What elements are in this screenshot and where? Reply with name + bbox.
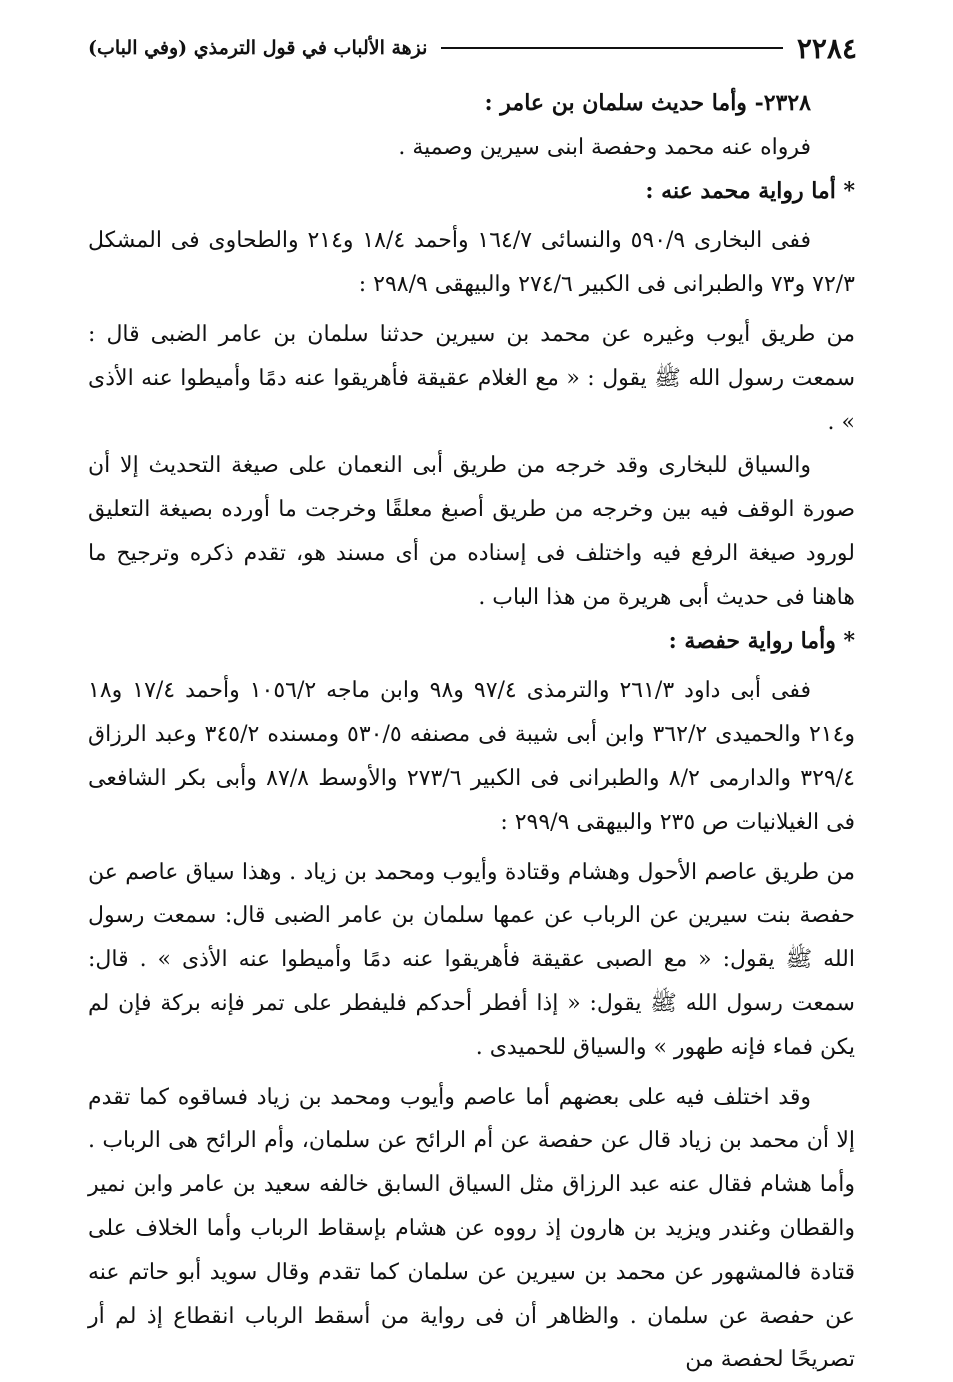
section-heading: * أما رواية محمد عنه : bbox=[645, 177, 855, 204]
paragraph: والسياق للبخارى وقد خرجه من طريق أبى النعمان على صيغة التحديث إلا أن صورة الوقف فيه بين وخرجه من طريق أصبغ معلقًا وخرجت ما أورده بصيغة التعليق لورود صيغة الرفع فيه واختلف فى إسناده من أى مسند هو، تقدم ذكره وترجيح ما هاهنا فى حديث أبى هريرة من هذا الباب . bbox=[88, 453, 855, 610]
header-rule bbox=[441, 47, 782, 49]
page-body bbox=[88, 82, 855, 1382]
page-header bbox=[88, 28, 857, 68]
hadith-heading: ٢٣٢٨- وأما حديث سلمان بن عامر : bbox=[484, 90, 811, 116]
paragraph: ففى أبى داود ٢٦١/٣ والترمذى ٩٧/٤ و٩٨ وابن ماجه ١٠٥٦/٢ وأحمد ١٧/٤ و١٨ و٢١٤ والحميدى ٣٦٢/٢ وابن أبى شيبة فى مصنفه ٥٣٠/٥ ومسنده ٣٤٥/٢ وعبد الرزاق ٣٢٩/٤ والدارمى ٨/٢ والطبرانى فى الكبير ٢٧٣/٦ والأوسط ٨٧/٨ وأبى بكر الشافعى فى الغيلانيات ص ٢٣٥ والبيهقى ٢٩٩/٩ : bbox=[88, 678, 856, 835]
page-number: ٢٢٨٤ bbox=[796, 31, 857, 65]
paragraph: فرواه عنه محمد وحفصة ابنى سيرين وصمية . bbox=[398, 134, 811, 160]
section-heading: * وأما رواية حفصة : bbox=[668, 627, 855, 654]
paragraph: من طريق عاصم الأحول وهشام وقتادة وأيوب ومحمد بن زياد . وهذا سياق عاصم عن حفصة بنت سيرين عن الرباب عن عمها سلمان بن عامر الضبى قال: سمعت رسول الله ﷺ يقول: « مع الصبى عقيقة فأهريقوا عنه دمًا وأميطوا عنه الأذى » . قال: سمعت رسول الله ﷺ يقول: « إذا أفطر أحدكم فليفطر على تمر فإنه بركة فإن لم يكن فماء فإنه طهور » والسياق للحميدى . bbox=[88, 859, 855, 1060]
paragraph: من طريق أيوب وغيره عن محمد بن سيرين حدثنا سلمان بن عامر الضبى قال : سمعت رسول الله ﷺ يقول : « مع الغلام عقيقة فأهريقوا عنه دمًا وأميطوا عنه الأذى » . bbox=[88, 321, 855, 435]
running-title: نزهة الألباب في قول الترمذي (وفي الباب) bbox=[88, 37, 428, 59]
paragraph: وقد اختلف فيه على بعضهم أما عاصم وأيوب ومحمد بن زياد فساقوه كما تقدم إلا أن محمد بن زياد قال عن حفصة عن أم الرائح عن سلمان، وأم الرائح هى الرباب . وأما هشام فقال عنه عبد الرزاق مثل السياق السابق خالفه سعيد بن عامر وابن نمير والقطان وغندر ويزيد بن هارون إذ رووه عن هشام بإسقاط الرباب وأما الخلاف على قتادة فالمشهور عن محمد بن سيرين عن سلمان كما تقدم وقال سويد أبو حاتم عنه عن حفصة عن سلمان . والظاهر أن فى رواية من أسقط الرباب انقطاع إذ لم أر تصريحًا لحفصة من bbox=[88, 1084, 855, 1373]
paragraph: ففى البخارى ٥٩٠/٩ والنسائى ١٦٤/٧ وأحمد ١٨/٤ و٢١٤ والطحاوى فى المشكل ٧٢/٣ و٧٣ والطبرانى فى الكبير ٢٧٤/٦ والبيهقى ٢٩٨/٩ : bbox=[88, 228, 855, 298]
